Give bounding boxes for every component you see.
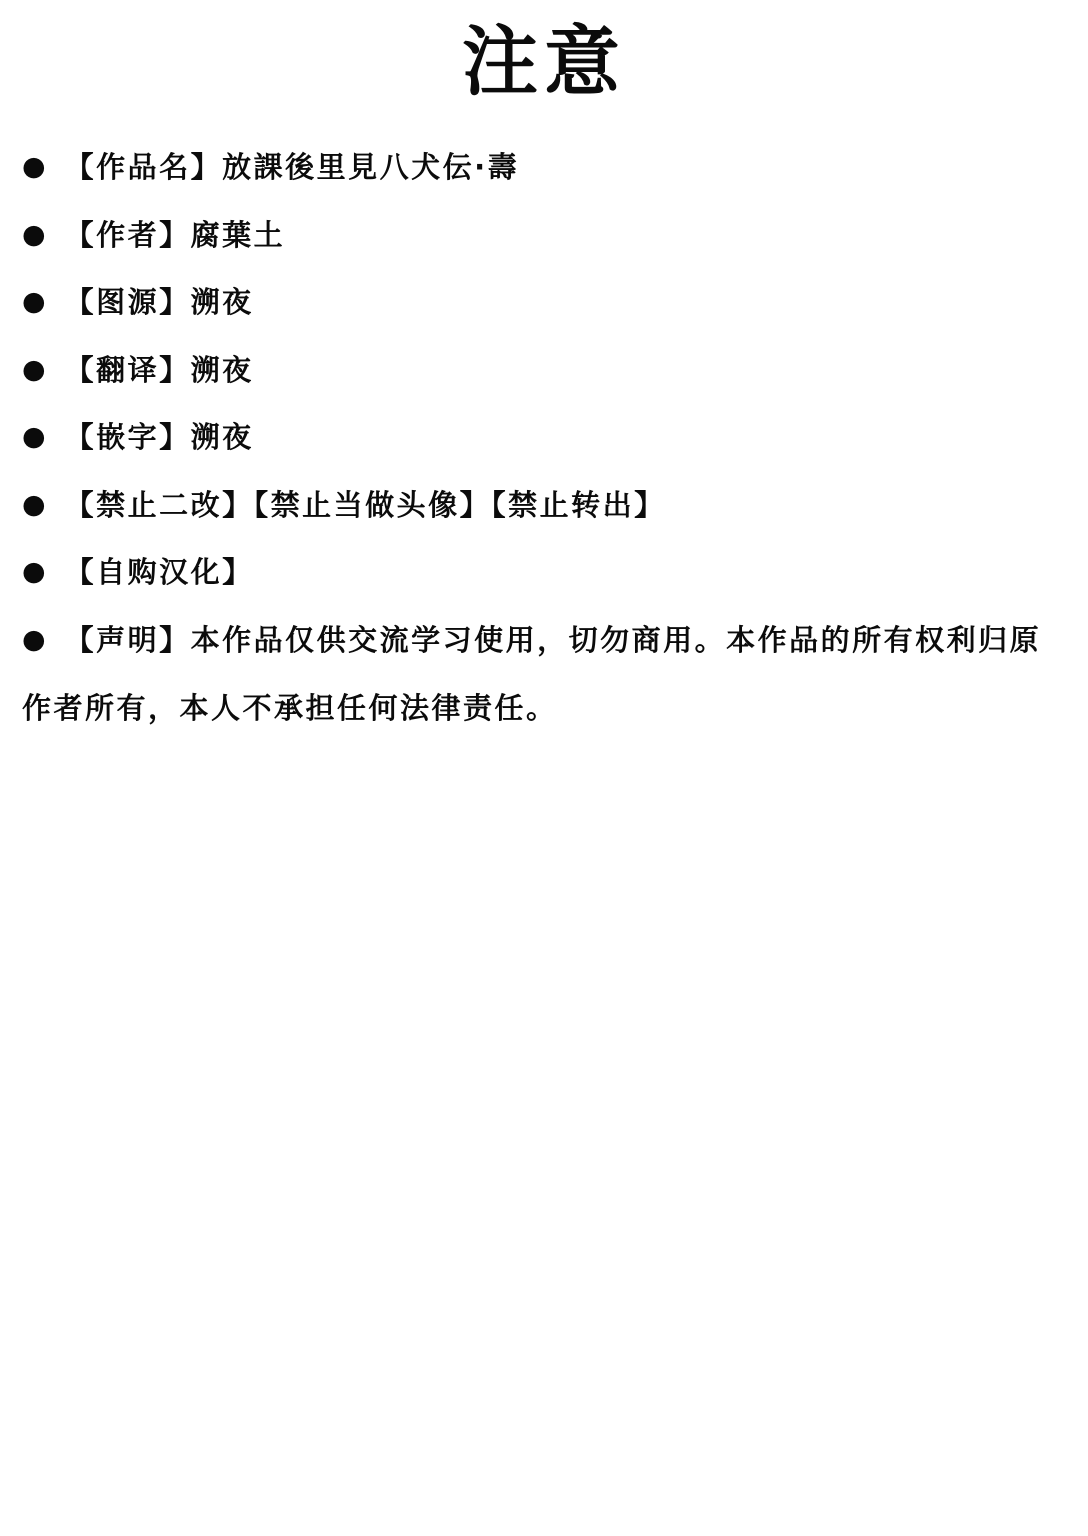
document-page xyxy=(0,17,1088,1536)
bullet-icon: ● xyxy=(22,353,49,385)
bullet-icon: ● xyxy=(22,623,49,655)
bullet-icon: ● xyxy=(22,556,49,588)
list-item xyxy=(22,202,1066,270)
note-text-self-purchased: 【自购汉化】 xyxy=(64,555,254,590)
list-item xyxy=(22,134,1066,202)
note-text-translation: 【翻译】溯夜 xyxy=(64,352,254,387)
bullet-icon: ● xyxy=(22,218,49,250)
list-item xyxy=(22,404,1066,472)
bullet-icon: ● xyxy=(22,151,49,182)
notes-list xyxy=(0,134,1088,742)
note-text-prohibitions: 【禁止二改】【禁止当做头像】【禁止转出】 xyxy=(64,487,666,522)
page-title: 注意 xyxy=(462,17,626,106)
note-text-statement: 【声明】本作品仅供交流学习使用，切勿商用。本作品的所有权利归原作者所有，本人不承担任何法律责任。 xyxy=(22,622,1042,725)
note-text-typesetting: 【嵌字】溯夜 xyxy=(64,420,254,455)
note-text-image-source: 【图源】溯夜 xyxy=(64,285,254,320)
list-item xyxy=(22,472,1066,540)
list-item xyxy=(22,539,1066,607)
list-item xyxy=(22,337,1066,405)
list-item xyxy=(22,607,1066,742)
list-item xyxy=(22,269,1066,337)
bullet-icon: ● xyxy=(22,421,49,453)
bullet-icon: ● xyxy=(22,488,49,520)
note-text-author: 【作者】腐葉土 xyxy=(64,217,286,252)
bullet-icon: ● xyxy=(22,286,49,318)
note-text-work-title: 【作品名】放課後里見八犬伝·壽 xyxy=(64,150,520,184)
